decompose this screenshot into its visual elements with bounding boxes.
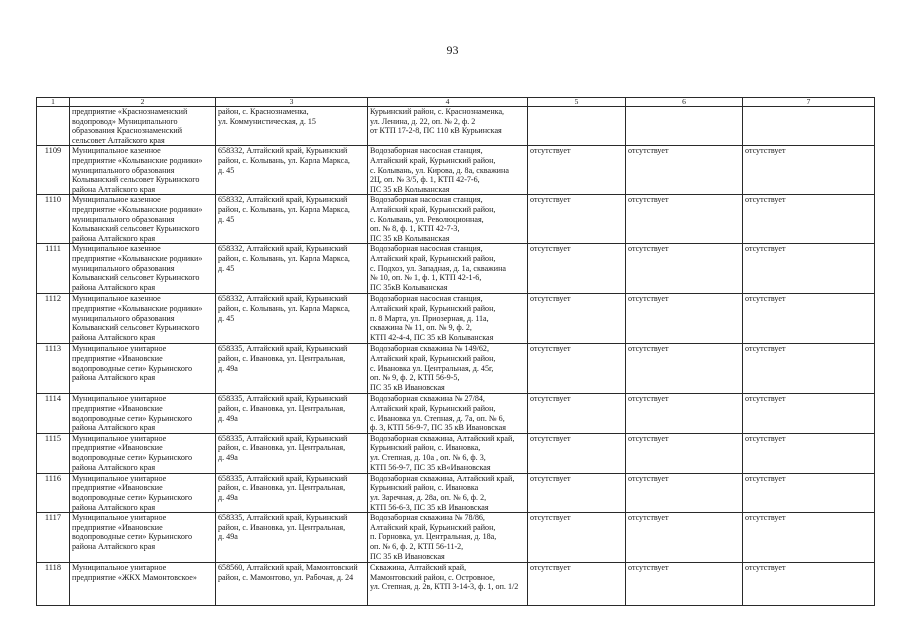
address-line: 658332, Алтайский край, Курьинский [218, 195, 348, 205]
owner-line: предприятие «Колыванские родники» [72, 155, 203, 165]
location-line: с. Колывань, ул. Кирова, д. 8а, скважина [370, 165, 509, 175]
location-line: Водозаборная насосная станция, [370, 294, 483, 304]
address-line: район, с. Ивановка, ул. Центральная, [218, 403, 346, 413]
cell-c5: отсутствует [528, 146, 626, 195]
table-row [37, 433, 875, 473]
cell-c5: отсутствует [528, 244, 626, 294]
location-line: Алтайский край, Курьинский район, [370, 155, 496, 165]
row-number: 1118 [37, 563, 70, 606]
owner-line: сельсовет Алтайского края [72, 135, 165, 145]
owner-line: водопровод» Муниципального [72, 116, 178, 126]
owner-line: Муниципальное казенное [72, 294, 161, 304]
address-line: д. 49а [218, 532, 238, 542]
cell-address [216, 244, 368, 294]
row-number: 1115 [37, 433, 70, 473]
table-row [37, 394, 875, 433]
address-line: район, с. Ивановка, ул. Центральная, [218, 522, 346, 532]
table-row [37, 107, 875, 146]
location-line: п. 8 Марта, ул. Приозерная, д. 11а, [370, 313, 489, 323]
location-line: Водозаборная скважина № 149/62, [370, 344, 490, 354]
cell-c5: отсутствует [528, 294, 626, 344]
cell-c7: отсутствует [743, 473, 875, 512]
location-line: Алтайский край, Курьинский район, [370, 204, 496, 214]
location-line: ул. Степная, д. 10а , оп. № 6, ф. 3, [370, 452, 486, 462]
address-line: д. 45 [218, 165, 235, 175]
cell-c7: отсутствует [743, 563, 875, 606]
location-line: ПС 35 кВ Ивановская [370, 382, 445, 392]
location-line: ф. 3, КТП 56-9-7, ПС 35 кВ Ивановская [370, 423, 506, 433]
location-line: Водозаборная насосная станция, [370, 244, 483, 254]
cell-location [368, 563, 528, 606]
address-line: район, с. Колывань, ул. Карла Маркса, [218, 303, 350, 313]
location-line: с. Ивановка ул. Центральная, д. 45г, [370, 363, 494, 373]
owner-line: предприятие «Колыванские родники» [72, 253, 203, 263]
cell-owner [70, 107, 216, 146]
table-row [37, 344, 875, 394]
column-header: 6 [626, 98, 743, 107]
table-row [37, 146, 875, 195]
table-row [37, 244, 875, 294]
registry-table [36, 97, 875, 606]
location-line: Мамонтовский район, с. Островное, [370, 572, 495, 582]
location-line: Скважина, Алтайский край, [370, 563, 467, 573]
cell-location [368, 394, 528, 433]
location-line: КТП 56-6-3, ПС 35 кВ Ивановская [370, 502, 489, 512]
owner-line: водопроводные сети» Курьинского [72, 363, 193, 373]
table-row [37, 294, 875, 344]
cell-c5: отсутствует [528, 195, 626, 244]
owner-line: района Алтайского края [72, 184, 156, 194]
location-line: ПС 35кВ Колыванская [370, 282, 448, 292]
owner-line: водопроводные сети» Курьинского [72, 413, 193, 423]
address-line: 658332, Алтайский край, Курьинский [218, 244, 348, 254]
owner-line: предприятие «Колыванские родники» [72, 204, 203, 214]
owner-line: Муниципальное унитарное [72, 344, 167, 354]
owner-line: района Алтайского края [72, 502, 156, 512]
cell-c5: отсутствует [528, 563, 626, 606]
location-line: скважина № 11, оп. № 9, ф. 2, [370, 323, 472, 333]
cell-c7: отсутствует [743, 244, 875, 294]
cell-location [368, 433, 528, 473]
cell-location [368, 294, 528, 344]
address-line: 658332, Алтайский край, Курьинский [218, 294, 348, 304]
cell-address [216, 394, 368, 433]
location-line: ПС 35 кВ Ивановская [370, 551, 445, 561]
location-line: Алтайский край, Курьинский район, [370, 522, 496, 532]
table-row [37, 513, 875, 563]
owner-line: района Алтайского края [72, 233, 156, 243]
owner-line: Муниципальное унитарное [72, 513, 167, 523]
cell-address [216, 294, 368, 344]
owner-line: Муниципальное казенное [72, 146, 161, 156]
cell-c7: отсутствует [743, 344, 875, 394]
location-line: оп. № 8, ф. 1, КТП 42-7-3, [370, 224, 460, 234]
cell-c6: отсутствует [626, 433, 743, 473]
owner-line: Муниципальное унитарное [72, 473, 167, 483]
cell-c6: отсутствует [626, 473, 743, 512]
owner-line: Колыванский сельсовет Курьинского [72, 273, 200, 283]
location-line: Водозаборная насосная станция, [370, 146, 483, 156]
location-line: Курьинский район, с. Ивановка [370, 483, 479, 493]
cell-c5: отсутствует [528, 394, 626, 433]
owner-line: района Алтайского края [72, 541, 156, 551]
row-number: 1117 [37, 513, 70, 563]
row-number: 1114 [37, 394, 70, 433]
cell-owner [70, 394, 216, 433]
owner-line: Муниципальное казенное [72, 195, 161, 205]
location-line: с. Подхоз, ул. Западная, д. 1а, скважина [370, 263, 507, 273]
owner-line: Муниципальное унитарное [72, 433, 167, 443]
address-line: 658335, Алтайский край, Курьинский [218, 473, 348, 483]
owner-line: муниципального образования [72, 214, 175, 224]
column-header: 1 [37, 98, 70, 107]
owner-line: Муниципальное казенное [72, 244, 161, 254]
location-line: с. Ивановка ул. Степная, д. 7а, оп. № 6, [370, 413, 505, 423]
owner-line: района Алтайского края [72, 373, 156, 383]
row-number: 1110 [37, 195, 70, 244]
location-line: 2Ц, оп. № 3/5, ф. 1, КТП 42-7-6, [370, 175, 480, 185]
cell-location [368, 107, 528, 146]
owner-line: муниципального образования [72, 165, 175, 175]
location-line: КТП 56-9-7, ПС 35 кВ«Ивановская [370, 462, 491, 472]
location-line: Водозаборная насосная станция, [370, 195, 483, 205]
location-line: Водозаборная скважина № 78/86, [370, 513, 485, 523]
cell-c7: отсутствует [743, 394, 875, 433]
owner-line: предприятие «Краснознаменский [72, 107, 188, 116]
row-number: 1113 [37, 344, 70, 394]
location-line: Курьинский район, с. Краснознаменка, [370, 107, 505, 116]
owner-line: Муниципальное унитарное [72, 394, 167, 404]
cell-address [216, 433, 368, 473]
cell-address [216, 473, 368, 512]
owner-line: района Алтайского края [72, 423, 156, 433]
cell-location [368, 344, 528, 394]
cell-c6 [626, 107, 743, 146]
cell-owner [70, 294, 216, 344]
cell-owner [70, 473, 216, 512]
cell-location [368, 146, 528, 195]
cell-c6: отсутствует [626, 146, 743, 195]
cell-address [216, 146, 368, 195]
cell-owner [70, 146, 216, 195]
cell-c6: отсутствует [626, 244, 743, 294]
owner-line: Колыванский сельсовет Курьинского [72, 175, 200, 185]
location-line: оп. № 9, ф. 2, КТП 56-9-5, [370, 373, 460, 383]
owner-line: района Алтайского края [72, 282, 156, 292]
location-line: Алтайский край, Курьинский район, [370, 403, 496, 413]
address-line: район, с. Ивановка, ул. Центральная, [218, 483, 346, 493]
owner-line: предприятие «Ивановские [72, 403, 163, 413]
column-header: 4 [368, 98, 528, 107]
owner-line: предприятие «Ивановские [72, 483, 163, 493]
owner-line: муниципального образования [72, 313, 175, 323]
cell-owner [70, 344, 216, 394]
address-line: район, с. Колывань, ул. Карла Маркса, [218, 204, 350, 214]
cell-address [216, 107, 368, 146]
column-header: 2 [70, 98, 216, 107]
owner-line: Колыванский сельсовет Курьинского [72, 224, 200, 234]
location-line: с. Колывань, ул. Революционная, [370, 214, 484, 224]
table-row [37, 563, 875, 606]
column-header: 7 [743, 98, 875, 107]
owner-line: водопроводные сети» Курьинского [72, 492, 193, 502]
location-line: Водозаборная скважина № 27/84, [370, 394, 485, 404]
column-header: 3 [216, 98, 368, 107]
owner-line: муниципального образования [72, 263, 175, 273]
cell-address [216, 344, 368, 394]
cell-location [368, 195, 528, 244]
address-line: район, с. Колывань, ул. Карла Маркса, [218, 253, 350, 263]
owner-line: предприятие «Ивановские [72, 443, 163, 453]
cell-c5: отсутствует [528, 473, 626, 512]
address-line: 658335, Алтайский край, Курьинский [218, 513, 348, 523]
address-line: д. 49а [218, 492, 238, 502]
location-line: п. Горновка, ул. Центральная, д. 18а, [370, 532, 497, 542]
cell-address [216, 563, 368, 606]
cell-c6: отсутствует [626, 344, 743, 394]
cell-c6: отсутствует [626, 195, 743, 244]
address-line: 658335, Алтайский край, Курьинский [218, 394, 348, 404]
location-line: Курьинский район, с. Ивановка, [370, 443, 481, 453]
location-line: Алтайский край, Курьинский район, [370, 253, 496, 263]
page-number: 93 [446, 43, 459, 57]
location-line: ПС 35 кВ Колыванская [370, 233, 450, 243]
owner-line: района Алтайского края [72, 332, 156, 342]
address-line: район, с. Ивановка, ул. Центральная, [218, 443, 346, 453]
owner-line: Муниципальное унитарное [72, 563, 167, 573]
cell-c6: отсутствует [626, 563, 743, 606]
cell-c7: отсутствует [743, 513, 875, 563]
cell-owner [70, 433, 216, 473]
address-line: район, с. Мамонтово, ул. Рабочая, д. 24 [218, 572, 354, 582]
row-number: 1109 [37, 146, 70, 195]
location-line: Водозаборная скважина, Алтайский край, [370, 473, 515, 483]
address-line: д. 45 [218, 313, 235, 323]
location-line: ул. Заречная, д. 28а, оп. № 6, ф. 2, [370, 492, 487, 502]
address-line: д. 45 [218, 214, 235, 224]
cell-c7: отсутствует [743, 146, 875, 195]
owner-line: Колыванский сельсовет Курьинского [72, 323, 200, 333]
address-line: 658560, Алтайский край, Мамонтовский [218, 563, 358, 573]
address-line: 658335, Алтайский край, Курьинский [218, 433, 348, 443]
cell-c7: отсутствует [743, 294, 875, 344]
cell-c6: отсутствует [626, 394, 743, 433]
row-number: 1116 [37, 473, 70, 512]
address-line: район, с. Краснознаменка, [218, 107, 309, 116]
address-line: ул. Коммунистическая, д. 15 [218, 116, 316, 126]
cell-location [368, 244, 528, 294]
location-line: КТП 42-4-4, ПС 35 кВ Колыванская [370, 332, 494, 342]
cell-owner [70, 195, 216, 244]
location-line: от КТП 17-2-8, ПС 110 кВ Курьинская [370, 126, 502, 136]
owner-line: предприятие «Ивановские [72, 353, 163, 363]
row-number [37, 107, 70, 146]
owner-line: предприятие «Колыванские родники» [72, 303, 203, 313]
owner-line: водопроводные сети» Курьинского [72, 532, 193, 542]
table-row [37, 473, 875, 512]
cell-owner [70, 244, 216, 294]
owner-line: водопроводные сети» Курьинского [72, 452, 193, 462]
owner-line: предприятие «ЖКХ Мамонтовское» [72, 572, 197, 582]
cell-c5 [528, 107, 626, 146]
cell-c6: отсутствует [626, 513, 743, 563]
cell-owner [70, 563, 216, 606]
cell-owner [70, 513, 216, 563]
location-line: ул. Ленина, д. 22, оп. № 2, ф. 2 [370, 116, 476, 126]
row-number: 1112 [37, 294, 70, 344]
cell-c5: отсутствует [528, 513, 626, 563]
address-line: д. 49а [218, 413, 238, 423]
owner-line: района Алтайского края [72, 462, 156, 472]
cell-location [368, 473, 528, 512]
location-line: ул. Степная, д. 2в, КТП 3-14-3, ф. 1, оп. 1/2 [370, 582, 519, 592]
address-line: район, с. Ивановка, ул. Центральная, [218, 353, 346, 363]
cell-c5: отсутствует [528, 344, 626, 394]
cell-c7 [743, 107, 875, 146]
column-header: 5 [528, 98, 626, 107]
cell-c6: отсутствует [626, 294, 743, 344]
row-number: 1111 [37, 244, 70, 294]
location-line: ПС 35 кВ Колыванская [370, 184, 450, 194]
owner-line: предприятие «Ивановские [72, 522, 163, 532]
location-line: Водозаборная скважина, Алтайский край, [370, 433, 515, 443]
location-line: Алтайский край, Курьинский район, [370, 303, 496, 313]
cell-address [216, 195, 368, 244]
cell-c7: отсутствует [743, 433, 875, 473]
cell-c7: отсутствует [743, 195, 875, 244]
table-row [37, 195, 875, 244]
location-line: оп. № 6, ф. 2, КТП 56-11-2, [370, 541, 464, 551]
address-line: 658335, Алтайский край, Курьинский [218, 344, 348, 354]
location-line: № 10, оп. № 1, ф. 1, КТП 42-1-6, [370, 273, 482, 283]
address-line: д. 49а [218, 363, 238, 373]
owner-line: образования Краснознаменский [72, 126, 183, 136]
cell-address [216, 513, 368, 563]
location-line: Алтайский край, Курьинский район, [370, 353, 496, 363]
address-line: район, с. Колывань, ул. Карла Маркса, [218, 155, 350, 165]
cell-location [368, 513, 528, 563]
address-line: д. 45 [218, 263, 235, 273]
column-header-row [37, 98, 875, 107]
address-line: 658332, Алтайский край, Курьинский [218, 146, 348, 156]
address-line: д. 49а [218, 452, 238, 462]
cell-c5: отсутствует [528, 433, 626, 473]
